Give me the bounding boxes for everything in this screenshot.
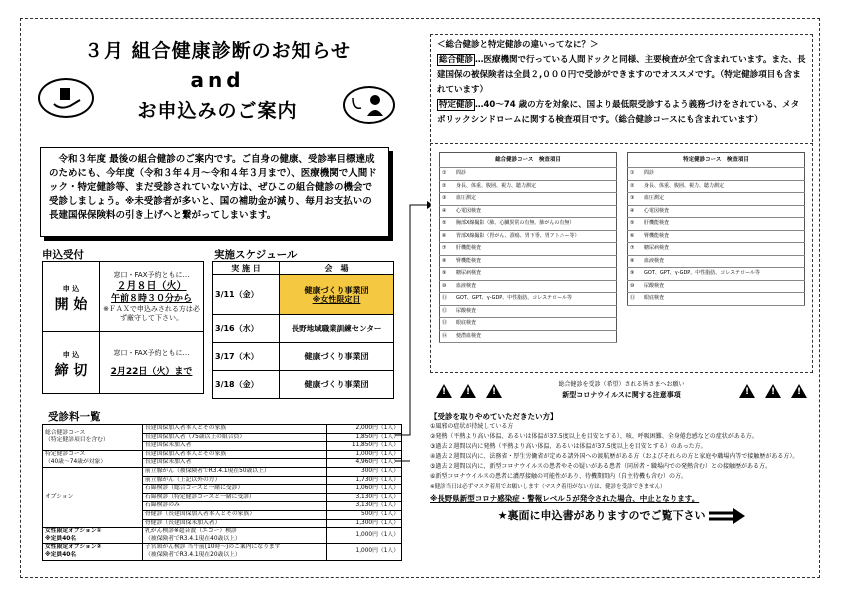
item-label: GOT、GPT、γ-GDP、中性脂肪、コレステロール等 [642,268,805,281]
schedule-date: 3/18（金） [213,371,280,399]
fee-group: 特定健診コース （40歳～74歳が対象） [43,450,143,467]
fee-amount: 1,730円（1人） [327,476,402,485]
item-number: ② [440,180,455,193]
item-number: ① [440,168,455,181]
items-row [628,243,805,256]
fee-row [43,544,402,560]
warning-icon [791,384,807,398]
item-number: ⑫ [440,305,455,318]
warning-icon [460,384,476,398]
item-label: 血圧測定 [454,193,617,206]
item-label: 眼底検査 [454,318,617,331]
items-row [628,280,805,293]
item-number: ⑧ [440,255,455,268]
items-row [628,168,805,181]
connector-lines [395,195,435,465]
warning-icon [486,384,502,398]
fee-item: 石綿検診（特定健診コースと一緒に受診） [143,493,327,502]
item-number: ⑤ [440,218,455,231]
covid-line: ⑤過去２週間以内に、新型コロナウイルスの患者やその疑いがある患者（同居者・職場内での発熱含む）との接触歴がある方。 [430,463,772,470]
covid-subheading: 【受診を取りやめていただきたい方】 [430,412,558,421]
item-label: 糖尿病検査 [642,243,805,256]
end-line1: 窓口・FAX予約ともに… [113,348,190,357]
item-label: 血液検査 [454,280,617,293]
items-row [628,268,805,281]
page-subtitle: お申込みのご案内 [137,100,298,122]
fee-row [43,450,402,459]
fee-amount: 2,000円（1人） [327,425,402,434]
item-label: 便潜血検査 [454,330,617,343]
mask-note: ※健診当日は必ずマスク着用でお願いします（マスク着用がない方は、健診を受診できません） [430,484,666,490]
difference-box [430,34,813,157]
item-label: 身長、体重、腹囲、視力、聴力測定 [454,180,617,193]
items-row [628,293,805,306]
fee-amount: 1,060円（1人） [327,485,402,494]
fee-group: 女性限定オプション① ※定員40名 [43,528,143,544]
item-label: 眼底検査 [642,293,805,306]
notice-box: 令和３年度 最後の組合健診のご案内です。ご自身の健康、受診率目標達成のためにも、今年度（令和３年４月～令和４年３月まで）、医療機関で人間ドック・特定健診等、まだ受診されていない方は、ぜひこの組合健診の機会で受診しましょう。※未受診者が多いと、国の補助金が減り、毎月お支払いの長建国保保険料の引き上げへと繋がってしまいます。 [40,147,389,237]
covid-line: ①風邪の症状が持続している方 [430,423,514,430]
item-number: ⑩ [440,280,455,293]
items-row [440,205,617,218]
fee-row [43,528,402,544]
items-row [440,280,617,293]
item-number: ⑤ [628,218,643,231]
item-number: ⑪ [440,293,455,306]
item-number: ④ [628,205,643,218]
fee-amount: 500円（1人） [327,510,402,519]
start-date: ２月８日（火） [116,280,187,292]
covid-line: ②発熱（平熱より高い体温、あるいは体温が37.5度以上を目安とする）、咳、呼吸困難、全身倦怠感などの症状がある方。 [430,433,758,440]
fee-item: 長建国保未加入者 [143,442,327,451]
fee-item: 骨健診（長建国保未加入者） [143,519,327,528]
item-label: 肝機能検査 [454,243,617,256]
arrow-right-icon [709,508,745,524]
fee-amount: 300円（1人） [327,467,402,476]
covid-section [430,380,813,524]
back-page-note: ★裏面に申込書がありますのでご覧下さい [430,508,813,524]
fee-item: 骨健診（長建国保加入者本人とその家族） [143,510,327,519]
items-row [440,180,617,193]
tokutei-tag: 特定健診 [439,100,474,110]
items-row [440,193,617,206]
fee-row [43,467,402,476]
items-row [440,293,617,306]
items-heading: 特定健診コース 検査項目 [628,153,805,168]
start-label: 申 込 開 始 [43,262,100,332]
item-label: 胸部X線撮影（肺、心臓異常の有無、肺がんの有無） [454,218,617,231]
covid-line: ⑥新型コロナウイルスの患者に濃厚接触の可能性があり、待機期間内（自主待機も含む）の方。 [430,473,688,480]
item-number: ⑨ [440,268,455,281]
items-box [430,143,813,373]
item-label: 腎機能検査 [642,230,805,243]
fee-amount: 1,300円（1人） [327,519,402,528]
items-row [440,230,617,243]
fee-group: 総合健診コース （特定健診項目を含む） [43,425,143,451]
items-row [440,243,617,256]
schedule-col-date: 実 施 日 [213,262,280,275]
page-title: ３月 組合健康診断のお知らせ [83,40,352,62]
items-row [628,230,805,243]
fee-table [42,424,402,561]
covid-line: ④過去２週間以内に、法務省・厚生労働省が定める諸外国への渡航歴がある方（およびそれらの方と家庭や職場内等で接触歴がある方）。 [430,453,799,460]
item-number: ⑪ [628,293,643,306]
covid-line: ③過去２週間以内に発熱（平熱より高い体温、あるいは体温が37.5度以上を目安とする）のあった方。 [430,443,707,450]
items-row [440,168,617,181]
fee-item: 乳がん検診※超音波（エコー）検診 （被保険者でR3.4.1現在40歳以上） [143,528,327,544]
schedule-col-venue: 会 場 [280,262,394,275]
item-number: ③ [440,193,455,206]
items-row [628,255,805,268]
tokutei-items-table [627,152,805,306]
application-heading: 申込受付 [42,249,84,261]
items-row [440,255,617,268]
covid-request: 総合健診を受診（希望）される皆さまへお願い [558,381,685,388]
start-note: ※ＦＡＸで申込みされる方は必ず厳守して下さい。 [103,304,200,322]
sogo-tag: 総合健診 [439,55,474,65]
items-row [628,193,805,206]
hand-heart-icon [38,78,94,118]
item-number: ⑩ [628,280,643,293]
schedule-heading: 実施スケジュール [214,249,298,261]
fee-item: 長建国保未加入者 [143,459,327,468]
item-number: ⑥ [628,230,643,243]
covid-title: 新型コロナウイルスに関する注意事項 [562,391,681,399]
fee-amount: 3,130円（1人） [327,493,402,502]
fee-row [43,425,402,434]
start-time: 午前８時３０分から [110,293,192,304]
schedule-venue: 長野地域職業訓練センター [280,315,394,343]
schedule-date: 3/11（金） [213,275,280,315]
warning-icon [739,384,755,398]
item-number: ⑧ [628,255,643,268]
item-label: 身長、体重、腹囲、視力、聴力測定 [642,180,805,193]
item-label: 問診 [642,168,805,181]
schedule-table [212,261,394,399]
item-label: 問診 [454,168,617,181]
item-number: ⑬ [440,318,455,331]
fee-group: 女性限定オプション② ※定員40名 [43,544,143,560]
item-label: 尿酸検査 [642,280,805,293]
fee-item: 石綿検診のみ [143,502,327,511]
end-label: 申 込 締 切 [43,332,100,394]
item-number: ② [628,180,643,193]
item-number: ⑨ [628,268,643,281]
item-label: 心電図検査 [642,205,805,218]
items-row [440,268,617,281]
fee-amount: 1,850円（1人） [327,433,402,442]
item-label: 胃部X線撮影（胃がん、潰瘍、胃下垂、胃アトニー等） [454,230,617,243]
items-row [628,218,805,231]
fee-item: 前立腺がん（被保険者でR3.4.1現在50歳以上） [143,467,327,476]
fee-item: 長建国保加入者本人とその家族 [143,425,327,434]
fee-amount: 11,850円（1人） [327,442,402,451]
fee-item: 子宮頸がん検診 当午前(10時～)のご案内になります （被保険者でR3.4.1現在20歳以上） [143,544,327,560]
fee-amount: 1,000円（1人） [327,544,402,560]
fee-amount: 3,130円（1人） [327,502,402,511]
fee-amount: 1,000円（1人） [327,528,402,544]
schedule-date: 3/16（水） [213,315,280,343]
item-label: 心電図検査 [454,205,617,218]
item-number: ⑦ [628,243,643,256]
items-row [440,218,617,231]
title-and: and [190,68,245,92]
sogo-text: …医療機関で行っている人間ドックと同様、主要検査が全て含まれています。また、長建国保の被保険者は全員２,０００円で受診ができますのでオススメです。（特定健診項目も含まれています） [437,55,806,95]
items-row [440,305,617,318]
item-number: ④ [440,205,455,218]
fee-item: 長建国保加入者本人とその家族 [143,450,327,459]
item-number: ⑭ [440,330,455,343]
tokutei-text: …40～74 歳の方を対象に、国より最低限受診するよう義務づけをされている、メタボリックシンドロームに関する検査項目です。（総合健診コースにも含まれています） [437,100,800,125]
schedule-date: 3/17（木） [213,343,280,371]
fee-amount: 4,960円（1人） [327,459,402,468]
cancel-alert: ※長野県新型コロナ感染症・警報レベル５が発令された場合、中止となります。 [430,494,700,503]
item-label: 血液検査 [642,255,805,268]
items-row [628,180,805,193]
item-number: ③ [628,193,643,206]
item-label: GOT、GPT、γ-GDP、中性脂肪、コレステロール等 [454,293,617,306]
covid-lines [430,422,813,482]
item-number: ⑦ [440,243,455,256]
doctor-icon [343,86,395,124]
items-row [440,318,617,331]
item-label: 腎機能検査 [454,255,617,268]
fee-amount: 1,000円（1人） [327,450,402,459]
items-row [440,330,617,343]
item-number: ⑥ [440,230,455,243]
schedule-venue: 健康づくり事業団 [280,343,394,371]
application-table [42,261,204,394]
fees-heading: 受診料一覧 [48,411,101,423]
schedule-venue: 健康づくり事業団 ※女性限定日 [280,275,394,315]
fee-item: 長建国保加入者（75歳以上の組合員） [143,433,327,442]
items-row [628,205,805,218]
sogo-items-table [439,152,617,343]
fee-item: 前立腺がん（上記以外の方） [143,476,327,485]
item-label: 糖尿病検査 [454,268,617,281]
items-heading: 総合健診コース 検査項目 [440,153,617,168]
schedule-venue: 健康づくり事業団 [280,371,394,399]
fee-item: 石綿検診（総合コースと一緒に受診） [143,485,327,494]
difference-heading: ＜総合健診と特定健診の違いってなに？＞ [437,40,599,50]
warning-icon [436,384,452,398]
item-label: 血圧測定 [642,193,805,206]
item-number: ① [628,168,643,181]
end-date: 2月22日（火）まで [110,366,193,377]
start-line1: 窓口・FAX予約ともに… [113,270,190,279]
fee-group: オプション [43,467,143,527]
item-label: 肝機能検査 [642,218,805,231]
warning-icon [765,384,781,398]
item-label: 尿酸検査 [454,305,617,318]
